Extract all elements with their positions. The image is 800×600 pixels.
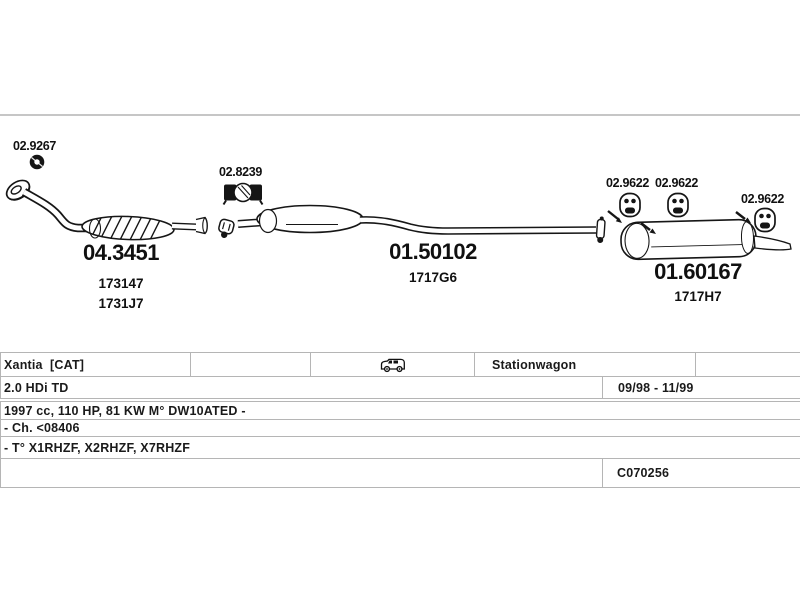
stationwagon-icon <box>379 356 407 374</box>
rubber-hanger-icon-3 <box>755 209 775 232</box>
build-period-text: 09/98 - 11/99 <box>618 380 694 395</box>
part-ref: 1731J7 <box>98 296 144 311</box>
part-label-front-pipe <box>70 240 172 314</box>
vehicle-model-text: Xantia [CAT] <box>4 357 85 372</box>
type-detail-text: - T° X1RHZF, X2RHZF, X7RHZF <box>4 440 191 455</box>
part-number-centre-silencer[interactable]: 01.50102 <box>389 239 477 264</box>
spring-bolt-drawing <box>217 218 235 239</box>
cell-engine-detail-2 <box>0 419 800 437</box>
part-ref: 1717H7 <box>674 289 722 304</box>
cell-empty-2 <box>695 352 800 377</box>
system-code-text: C070256 <box>617 466 670 480</box>
part-number-rear-silencer[interactable]: 01.60167 <box>654 259 742 284</box>
rear-flange-bolt-drawing <box>596 216 605 243</box>
part-label-rear-silencer <box>646 259 750 307</box>
cell-vehicle-type-icon <box>310 352 475 377</box>
part-number-front-pipe[interactable]: 04.3451 <box>82 240 160 265</box>
cell-build-period <box>602 376 800 399</box>
body-type-text: Stationwagon <box>492 357 577 372</box>
chassis-detail-text: - Ch. <08406 <box>4 421 80 435</box>
cell-empty-3 <box>0 458 603 488</box>
cell-engine-detail-3 <box>0 436 800 459</box>
cell-vehicle-model <box>0 352 191 377</box>
rear-silencer-drawing <box>621 219 757 260</box>
mounting-number-clamp[interactable]: 02.8239 <box>219 165 263 179</box>
cell-system-code <box>602 458 800 488</box>
rubber-ring-icon <box>30 155 45 170</box>
rubber-hanger-icon-1 <box>620 194 640 217</box>
cell-engine-detail-1 <box>0 401 800 420</box>
part-label-centre-silencer <box>380 239 486 288</box>
mounting-number-front-ring[interactable]: 02.9267 <box>13 139 57 153</box>
mounting-number-rear-1[interactable]: 02.9622 <box>606 176 650 190</box>
cell-empty-1 <box>190 352 311 377</box>
mounting-number-rear-2[interactable]: 02.9622 <box>655 176 699 190</box>
clamp-icon <box>224 184 263 205</box>
part-ref: 173147 <box>98 276 144 291</box>
part-ref: 1717G6 <box>408 270 458 285</box>
rubber-hanger-icon-2 <box>668 194 688 217</box>
rear-tailpipe-drawing <box>754 236 791 250</box>
front-outlet-pipe-drawing <box>172 218 207 234</box>
engine-detail-text: 1997 cc, 110 HP, 81 KW M° DW10ATED - <box>4 403 246 418</box>
mounting-number-rear-3[interactable]: 02.9622 <box>741 192 785 206</box>
cell-engine <box>0 376 603 399</box>
engine-text: 2.0 HDi TD <box>4 380 69 395</box>
centre-silencer-drawing <box>238 206 596 233</box>
cell-body-type <box>474 352 696 377</box>
